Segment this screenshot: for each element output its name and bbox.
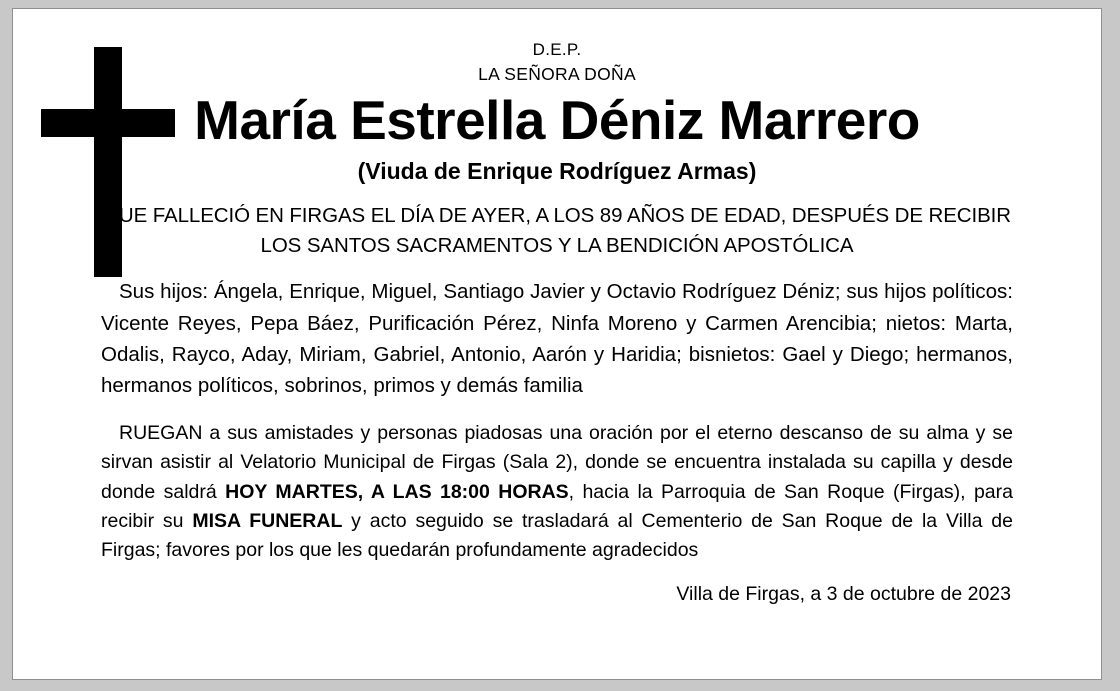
funeral-request [101,419,1013,565]
dep-label: D.E.P. [532,40,582,59]
death-details: QUE FALLECIÓ EN FIRGAS EL DÍA DE AYER, A LOS 89 AÑOS DE EDAD, DESPUÉS DE RECIBIR LOS SANTOS SACRAMENTOS Y LA BENDICIÓN APOSTÓLICA [103,203,1011,257]
surviving-family: Sus hijos: Ángela, Enrique, Miguel, Santiago Javier y Octavio Rodríguez Déniz; sus hijos políticos: Vicente Reyes, Pepa Báez, Purificación Pérez, Ninfa Moreno y Carmen Arencibia; nietos: Marta, Odalis, Rayco, Aday, Miriam, Gabriel, Antonio, Aarón y Haridia; bisnietos: Gael y Diego; hermanos, hermanos políticos, sobrinos, primos y demás familia [101,280,1013,397]
request-time: HOY MARTES, A LAS 18:00 HORAS [225,480,569,503]
request-mass: MISA FUNERAL [192,509,343,532]
notice-content [101,39,1013,606]
request-part-3: y acto seguido se trasladará al Cementerio de San Roque de la Villa de Firgas; favores por los que les quedarán profundamente agradecidos [101,509,1013,562]
place-and-date: Villa de Firgas, a 3 de octubre de 2023 [676,583,1011,606]
deceased-name: María Estrella Déniz Marrero [194,88,920,151]
spouse-line: (Viuda de Enrique Rodríguez Armas) [357,157,757,184]
obituary-notice [12,8,1102,680]
request-part-1: RUEGAN a sus amistades y personas piadosas una oración por el eterno descanso de su alma y se sirvan asistir al Velatorio Municipal de Firgas (Sala 2), donde se encuentra instalada su capilla y desde donde saldrá [101,422,1013,503]
request-part-2: , hacia la Parroquia de San Roque (Firgas), para recibir su [101,480,1013,532]
honorific-label: LA SEÑORA DOÑA [478,63,636,84]
